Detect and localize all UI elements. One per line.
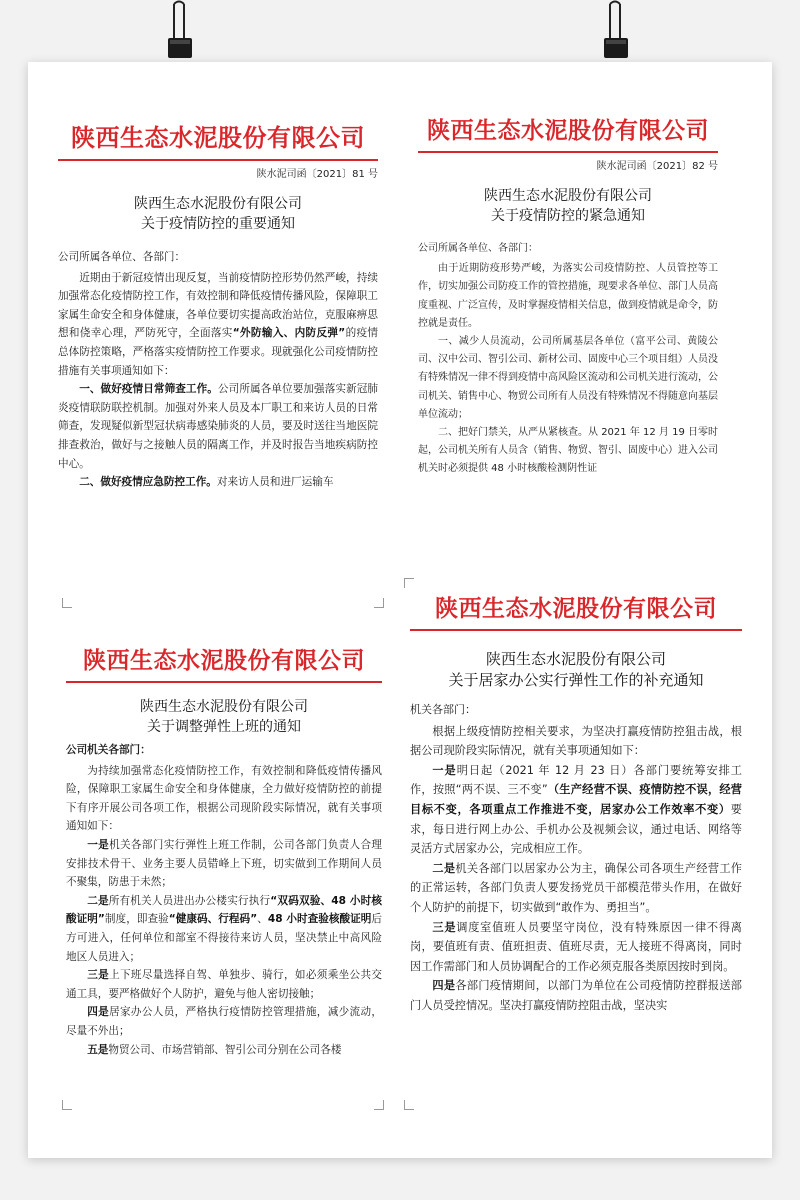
paragraph: 二是机关各部门以居家办公为主，确保公司各项生产经营工作的正常运转，各部门负责人要发扬党员干部模范带头作用，在做好个人防护的前提下，切实做到“敢作为、勇担当”。	[410, 861, 742, 914]
addressee: 公司所属各单位、各部门：	[58, 251, 186, 263]
paragraph: 三是调度室值班人员要坚守岗位，没有特殊原因一律不得离岗，要值班有责、值班担责、值班尽责，无人接班不得离岗，同时因工作需部门和人员协调配合的工作必须克服各类原因按时到岗。	[410, 920, 742, 973]
document-title: 陕西生态水泥股份有限公司 关于疫情防控的重要通知	[134, 196, 302, 232]
binder-clip-icon	[596, 0, 636, 60]
red-divider	[410, 629, 742, 631]
paragraph: 一、做好疫情日常筛查工作。公司所属各单位要加强落实新冠肺炎疫情联防联控机制。加强对外来人员及本厂职工和来访人员的日常筛查，发现疑似新型冠状病毒感染肺炎的人员，要及时送往当地医院排查救治，做好与之接触人员的隔离工作，并及时报告当地疾病防控中心。	[58, 383, 378, 470]
paragraph: 根据上级疫情防控相关要求，为坚决打赢疫情防控狙击战，根据公司现阶段实际情况，就有关事项通知如下：	[410, 724, 742, 758]
company-letterhead: 陕西生态水泥股份有限公司	[83, 648, 365, 674]
paragraph: 为持续加强常态化疫情防控工作，有效控制和降低疫情传播风险，保障职工家属生命安全和身体健康，全力做好疫情防控的前提下有序开展公司各项工作，根据公司现阶段实际情况，就有关事项通知如下：	[66, 764, 382, 833]
paragraph: 一、减少人员流动，公司所属基层各单位（富平公司、黄陵公司、汉中公司、智引公司、新材公司、固废中心三个项目组）人员没有特殊情况一律不得到疫情中高风险区流动和公司机关进行流动，公司机关、销售中心、物贸公司所有人员没有特殊情况不得随意向基层单位流动；	[418, 336, 718, 420]
addressee: 公司机关各部门：	[66, 744, 151, 756]
binder-clip-icon	[160, 0, 200, 60]
paragraph: 近期由于新冠疫情出现反复，当前疫情防控形势仍然严峻，持续加强常态化疫情防控工作，有效控制和降低疫情传播风险，保障职工家属生命安全和身体健康，各单位要切实提高政治站位，克服麻痹思想和侥幸心理，严防死守，全面落实“外防输入、内防反弹”的疫情总体防控策略，严格落实疫情防控工作要求。现就强化公司疫情防控措施有关事项通知如下：	[58, 271, 378, 377]
red-divider	[66, 681, 382, 683]
document-title: 陕西生态水泥股份有限公司 关于调整弹性上班的通知	[140, 699, 308, 735]
red-divider	[58, 159, 378, 161]
paragraph: 四是各部门疫情期间，以部门为单位在公司疫情防控群报送部门人员受控情况。坚决打赢疫情防控阻击战，坚决实	[410, 979, 742, 1012]
company-letterhead: 陕西生态水泥股份有限公司	[427, 118, 709, 144]
crop-mark	[374, 598, 384, 608]
crop-mark	[404, 578, 414, 588]
notice-document-1	[58, 118, 378, 568]
notice-document-3	[66, 642, 382, 1102]
paragraph: 五是物贸公司、市场营销部、智引公司分别在公司各楼	[87, 1043, 342, 1056]
paragraph: 四是居家办公人员，严格执行疫情防控管理措施，减少流动，尽量不外出；	[66, 1006, 382, 1037]
crop-mark	[62, 598, 72, 608]
document-number: 陕水泥司函〔2021〕81 号	[256, 169, 378, 180]
company-letterhead: 陕西生态水泥股份有限公司	[71, 124, 365, 152]
red-divider	[418, 151, 718, 153]
paragraph: 三是上下班尽量选择自驾、单独步、骑行，如必须乘坐公共交通工具，要严格做好个人防护，避免与他人密切接触；	[66, 969, 382, 1000]
document-title: 陕西生态水泥股份有限公司 关于居家办公实行弹性工作的补充通知	[448, 650, 704, 689]
paragraph: 由于近期防疫形势严峻，为落实公司疫情防控、人员管控等工作，切实加强公司防疫工作的管控措施，现要求各单位、部门人员高度重视、广泛宣传，及时掌握疫情相关信息，做到疫情就是命令，防控就是责任。	[418, 263, 718, 329]
paragraph: 二、做好疫情应急防控工作。对来访人员和进厂运输车	[79, 476, 334, 489]
addressee: 公司所属各单位、各部门：	[418, 243, 538, 254]
notice-document-2	[418, 112, 718, 537]
document-title: 陕西生态水泥股份有限公司 关于疫情防控的紧急通知	[484, 188, 652, 224]
paragraph: 一是机关各部门实行弹性上班工作制，公司各部门负责人合理安排技术骨干、业务主要人员错峰上下班，切实做到工作期间人员不聚集，防患于未然；	[66, 838, 382, 889]
paragraph: 二是所有机关人员进出办公楼实行执行“双码双验、48 小时核酸证明”制度，即查验“健康码、行程码”、48 小时查验核酸证明后方可进入，任何单位和部室不得接待来访人员，坚决禁止中高风险地区人员进入；	[66, 894, 382, 963]
document-number: 陕水泥司函〔2021〕82 号	[596, 161, 718, 172]
paragraph: 一是明日起（2021 年 12 月 23 日）各部门要统筹安排工作，按照“两不误、三不变”（生产经营不误、疫情防控不误，经营目标不变，各项重点工作推进不变，居家办公工作效率不变）要求，每日进行网上办公、手机办公及视频会议，通过电话、网络等灵活方式居家办公，完成相应工作。	[410, 763, 742, 856]
company-letterhead: 陕西生态水泥股份有限公司	[435, 596, 717, 622]
notice-document-4	[410, 590, 742, 1110]
paragraph: 二、把好门禁关，从严从紧核查。从 2021 年 12 月 19 日零时起，公司机关所有人员含（销售、物贸、智引、固废中心）进入公司机关时必须提供 48 小时核酸检测阴性证	[418, 427, 718, 475]
addressee: 机关各部门：	[410, 703, 476, 716]
